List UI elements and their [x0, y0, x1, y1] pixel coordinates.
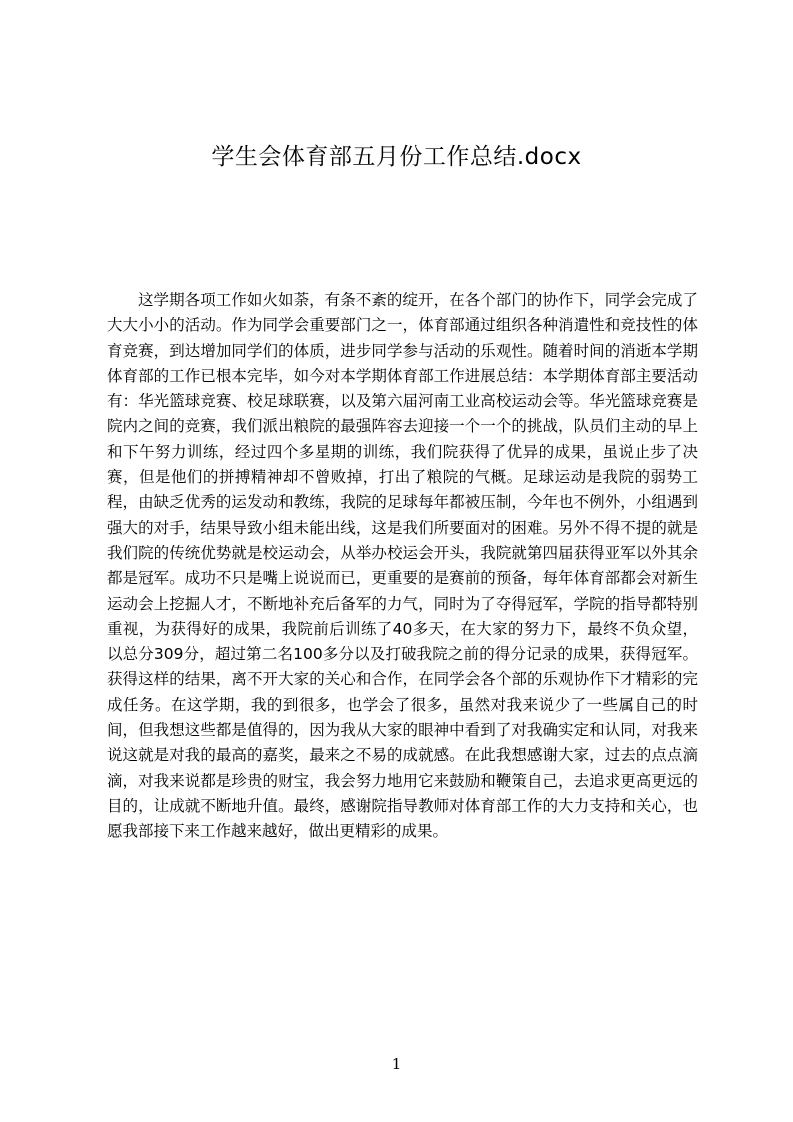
- page-number: 1: [391, 1055, 402, 1073]
- document-title: 学生会体育部五月份工作总结.docx: [211, 144, 582, 170]
- body-paragraph: 这学期各项工作如火如荼，有条不紊的绽开，在各个部门的协作下，同学会完成了大大小小的活动。作为同学会重要部门之一，体育部通过组织各种消遣性和竞技性的体育竞赛，到达增加同学们的体质，进步同学参与活动的乐观性。随着时间的消逝本学期体育部的工作已根本完毕，如今对本学期体育部工作进展总结：本学期体育部主要活动有：华光篮球竞赛、校足球联赛，以及第六届河南工业高校运动会等。华光篮球竞赛是院内之间的竞赛，我们派出粮院的最强阵容去迎接一个一个的挑战，队员们主动的早上和下午努力训练，经过四个多星期的训练，我们院获得了优异的成果，虽说止步了决赛，但是他们的拼搏精神却不曾败掉，打出了粮院的气概。足球运动是我院的弱势工程，由缺乏优秀的运发动和教练，我院的足球每年都被压制，今年也不例外，小组遇到强大的对手，结果导致小组未能出线，这是我们所要面对的困难。另外不得不提的就是我们院的传统优势就是校运动会，从举办校运会开头，我院就第四届获得亚军以外其余都是冠军。成功不只是嘴上说说而已，更重要的是赛前的预备，每年体育部都会对新生运动会上挖掘人才，不断地补充后备军的力气，同时为了夺得冠军，学院的指导都特别重视，为获得好的成果，我院前后训练了40多天，在大家的努力下，最终不负众望，以总分309分，超过第二名100多分以及打破我院之前的得分记录的成果，获得冠军。获得这样的结果，离不开大家的关心和合作，在同学会各个部的乐观协作下才精彩的完成任务。在这学期，我的到很多，也学会了很多，虽然对我来说少了一些属自己的时间，但我想这些都是值得的，因为我从大家的眼神中看到了对我确实定和认同，对我来说这就是对我的最高的嘉奖，最来之不易的成就感。在此我想感谢大家，过去的点点滴滴，对我来说都是珍贵的财宝，我会努力地用它来鼓励和鞭策自己，去追求更高更远的目的，让成就不断地升值。最终，感谢院指导教师对体育部工作的大力支持和关心，也愿我部接下来工作越来越好，做出更精彩的成果。: [107, 291, 698, 841]
